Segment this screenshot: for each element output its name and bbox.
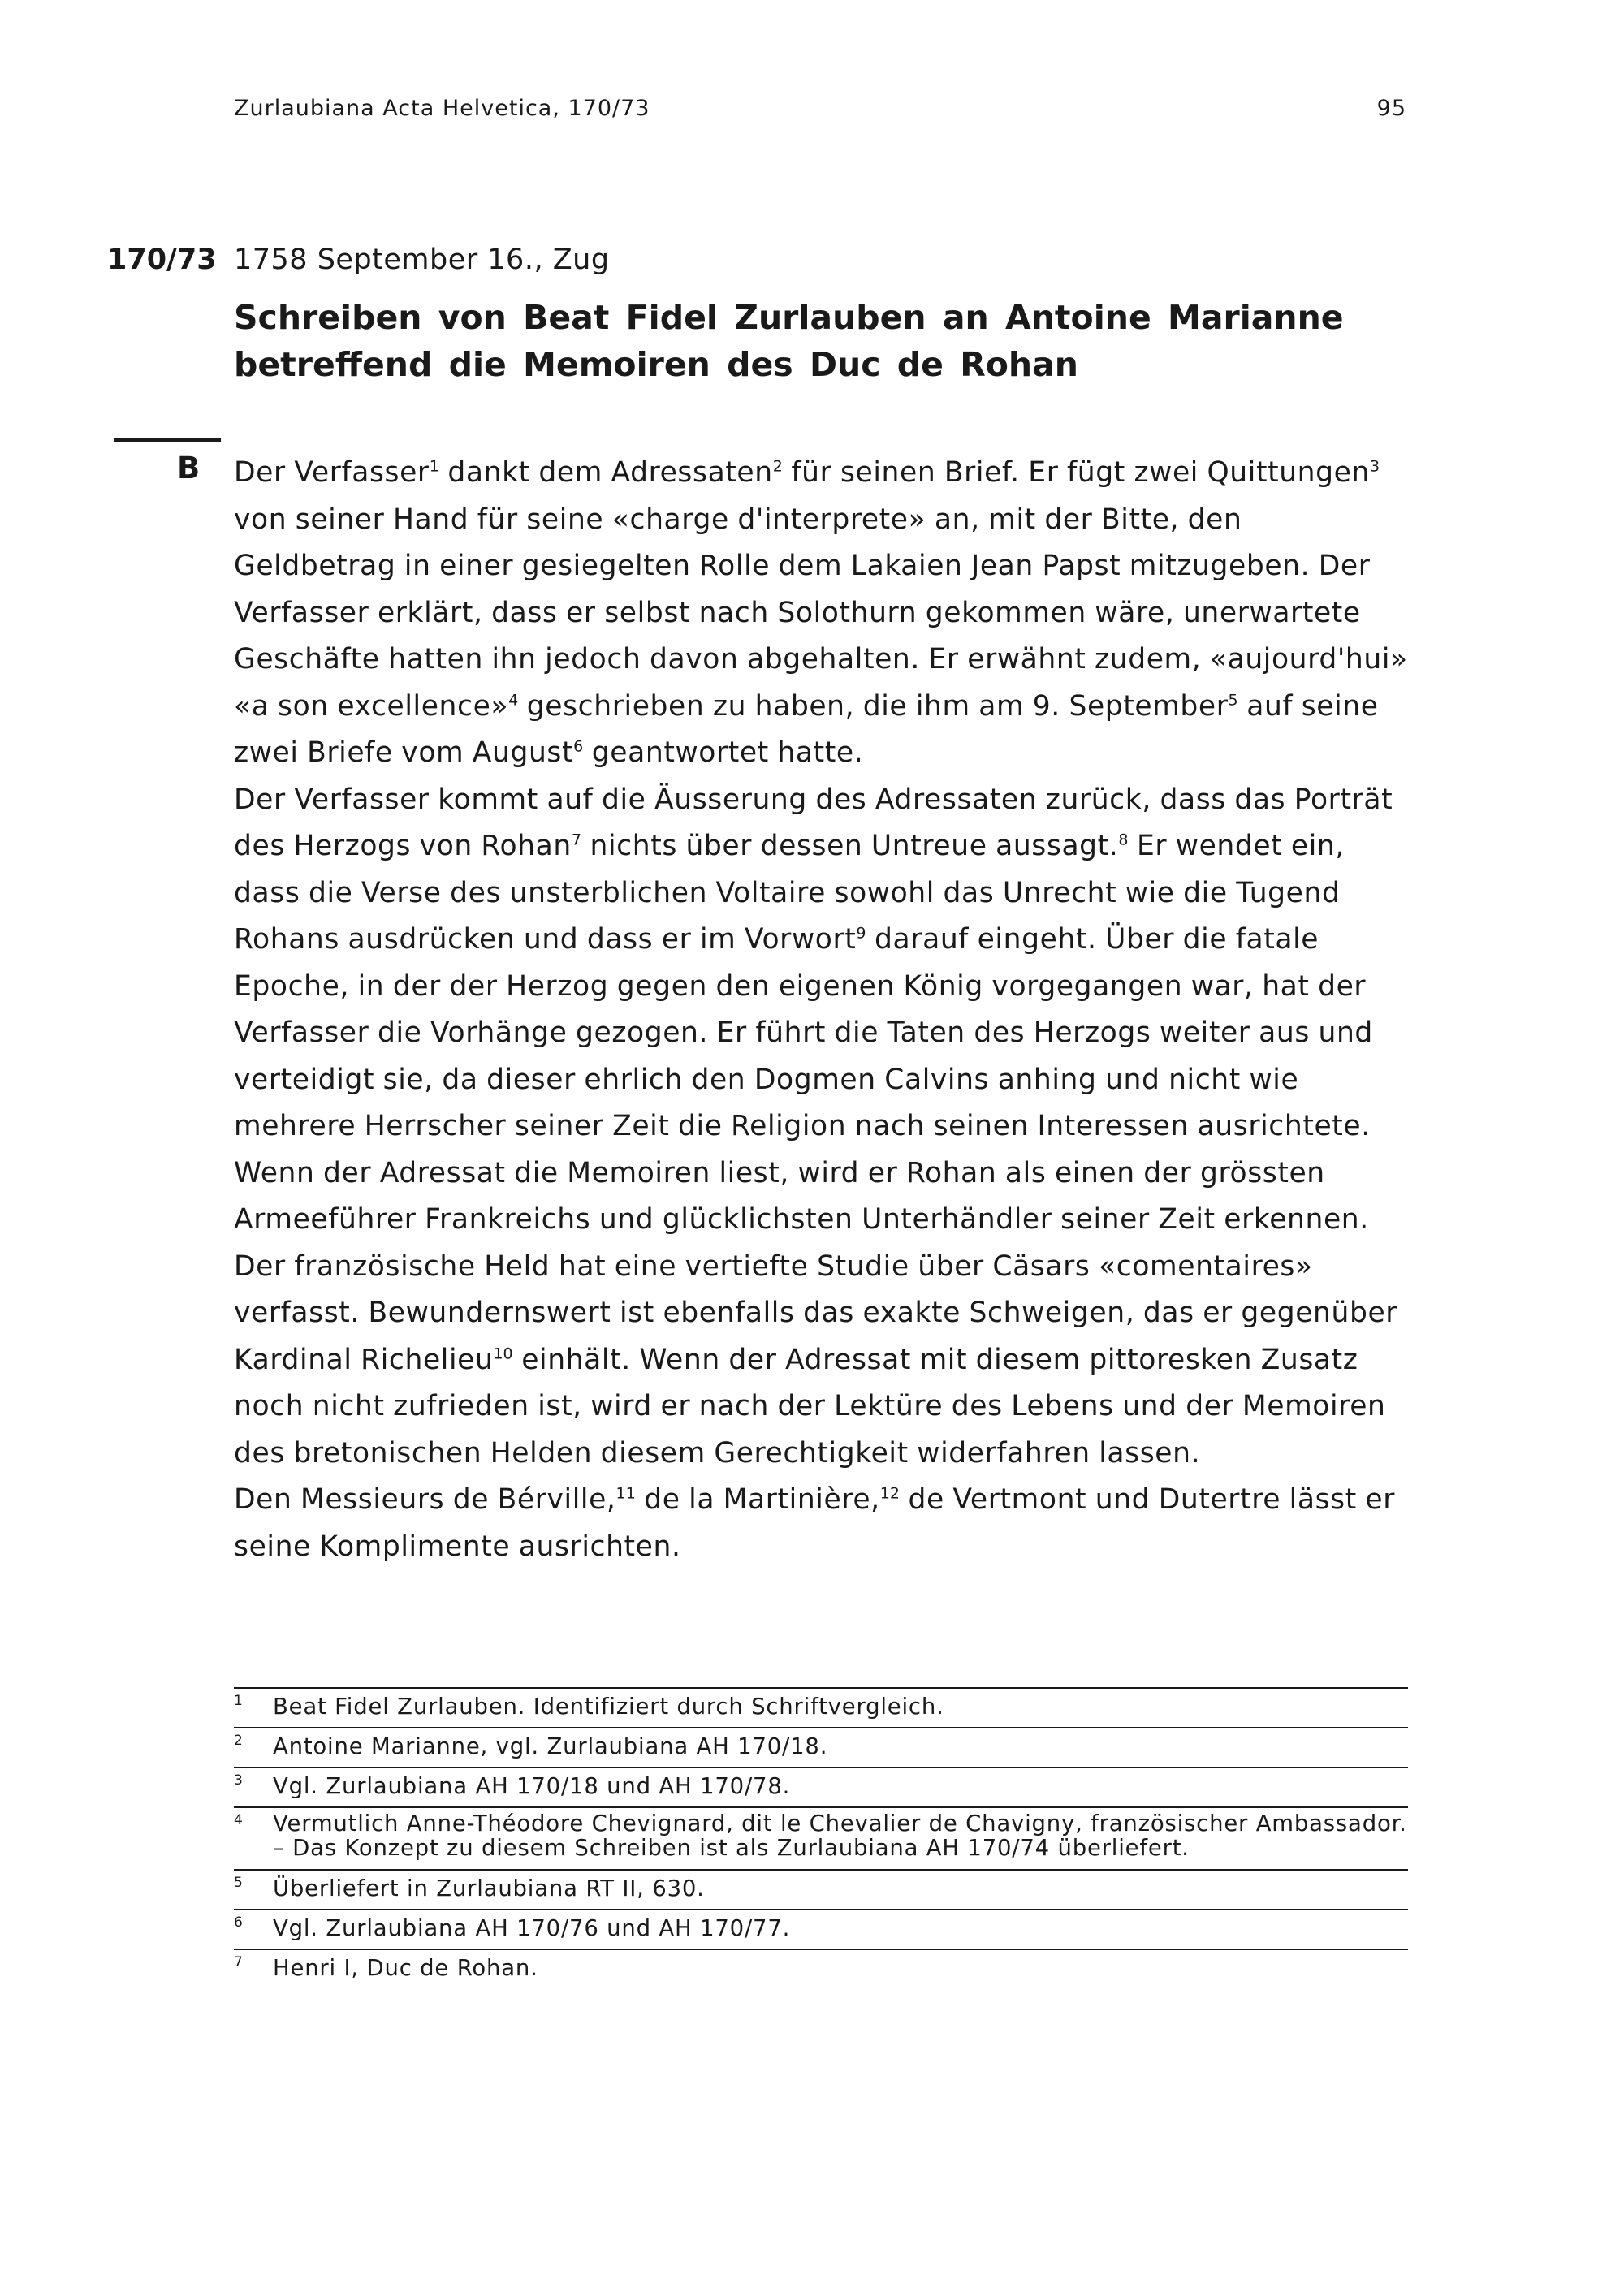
text-segment: geantwortet hatte. (583, 736, 864, 769)
text-segment: dankt dem Adressaten (438, 456, 773, 489)
section-rule (114, 438, 221, 442)
text-segment: Den Messieurs de Bérville, (234, 1483, 616, 1516)
footnote-number: 5 (234, 1875, 244, 1891)
document-title (234, 294, 1387, 388)
document-number: 170/73 (107, 244, 217, 276)
title-line-2: betreffend die Memoiren des Duc de Rohan (234, 345, 1078, 384)
footnote-number: 6 (234, 1914, 244, 1931)
text-segment: nichts über dessen Untreue aussagt. (581, 830, 1119, 862)
footnote-text: Vgl. Zurlaubiana AH 170/18 und AH 170/78. (273, 1773, 791, 1799)
footnote-ref[interactable]: 3 (1369, 457, 1380, 476)
document-type-marker: B (177, 451, 201, 486)
text-segment: Der Verfasser kommt auf die Äusserung des Adressaten zurück, dass das Porträt des Herzogs von Rohan (234, 783, 1393, 862)
footnote-number: 3 (234, 1772, 244, 1789)
footnote-number: 7 (234, 1954, 244, 1970)
text-segment: auf seine zwei Briefe vom August (234, 689, 1379, 769)
running-head (234, 96, 1406, 121)
footnote-text: Beat Fidel Zurlauben. Identifiziert durch Schriftvergleich. (273, 1694, 944, 1720)
text-segment: darauf eingeht. Über die fatale Epoche, in der der Herzog gegen den eigenen König vorgegangen war, hat der Verfasser die Vorhänge gezogen. Er führt die Taten des Herzogs weiter aus und verteidigt sie, da dieser ehrlich den Dogmen Calvins anhing und nicht wie mehrere Herrscher seiner Zeit die Religion nach seinen Interessen ausrichtete. Wenn der Adressat die Memoiren liest, wird er Rohan als einen der grössten Armeeführer Frankreichs und glücklichsten Unterhändler seiner Zeit erkennen. Der französische Held hat eine vertiefte Studie über Cäsars «comentaires» verfasst. Bewundernswert ist ebenfalls das exakte Schweigen, das er gegenüber Kardinal Richelieu (234, 923, 1398, 1376)
footnote-text: Überliefert in Zurlaubiana RT II, 630. (273, 1875, 705, 1901)
text-segment: geschrieben zu haben, die ihm am 9. September (518, 689, 1229, 723)
text-segment: Der Verfasser (234, 456, 430, 489)
text-segment: für seinen Brief. Er fügt zwei Quittungen (782, 456, 1370, 489)
footnote-number: 1 (234, 1693, 244, 1709)
footnote-ref[interactable]: 12 (879, 1484, 900, 1503)
footnote-item (234, 1949, 1408, 1988)
footnote-ref[interactable]: 9 (856, 924, 866, 943)
text-segment: von seiner Hand für seine «charge d'interprete» an, mit der Bitte, den Geldbetrag in einer gesiegelten Rolle dem Lakaien Jean Papst mitzugeben. Der Verfasser erklärt, dass er selbst nach Solothurn gekommen wäre, unerwartete Geschäfte hatten ihn jedoch davon abgehalten. Er erwähnt zudem, «aujourd'hui» «a son excellence» (234, 503, 1408, 723)
footnote-ref[interactable]: 7 (571, 831, 581, 849)
footnote-ref[interactable]: 1 (429, 457, 439, 476)
text-segment: de la Martinière, (635, 1483, 880, 1516)
text-segment: einhält. Wenn der Adressat mit diesem pittoresken Zusatz noch nicht zufrieden ist, wird er nach der Lektüre des Lebens und der Memoiren des bretonischen Helden diesem Gerechtigkeit widerfahren lassen. (234, 1343, 1386, 1470)
title-line-1: Schreiben von Beat Fidel Zurlauben an Antoine Marianne (234, 298, 1344, 337)
footnote-number: 4 (234, 1812, 244, 1828)
footnote-number: 2 (234, 1733, 244, 1749)
date-place-line: 1758 September 16., Zug (234, 244, 610, 276)
page-number: 95 (1376, 96, 1406, 121)
footnote-ref[interactable]: 4 (508, 691, 519, 709)
abstract-body (234, 450, 1410, 1570)
footnote-ref[interactable]: 8 (1118, 831, 1129, 849)
footnote-item (234, 1869, 1408, 1909)
abstract-paragraph-1 (234, 450, 1410, 777)
footnote-ref[interactable]: 5 (1228, 691, 1238, 709)
footnotes (234, 1687, 1408, 1988)
footnote-ref[interactable]: 6 (573, 737, 584, 756)
footnote-text: Antoine Marianne, vgl. Zurlaubiana AH 170/18. (273, 1733, 828, 1759)
text-segment: Er wendet ein, dass die Verse des unsterblichen Voltaire sowohl das Unrecht wie die Tugend Rohans ausdrücken und dass er im Vorwort (234, 830, 1345, 956)
footnote-item (234, 1806, 1408, 1869)
footnote-ref[interactable]: 2 (772, 457, 783, 476)
footnote-item (234, 1767, 1408, 1806)
footnote-item (234, 1687, 1408, 1727)
text-segment: de Vertmont und Dutertre lässt er seine Komplimente ausrichten. (234, 1483, 1396, 1563)
abstract-paragraph-3 (234, 1477, 1410, 1570)
footnote-ref[interactable]: 11 (615, 1484, 636, 1503)
footnote-text: Henri I, Duc de Rohan. (273, 1955, 538, 1981)
running-title: Zurlaubiana Acta Helvetica, 170/73 (234, 96, 650, 121)
footnote-item (234, 1727, 1408, 1767)
footnote-ref[interactable]: 10 (493, 1344, 513, 1362)
footnote-text: Vermutlich Anne-Théodore Chevignard, dit le Chevalier de Chavigny, französischer Ambassador. – Das Konzept zu diesem Schreiben ist als Zurlaubiana AH 170/74 überliefert. (273, 1810, 1407, 1861)
abstract-paragraph-2 (234, 777, 1410, 1478)
footnote-item (234, 1909, 1408, 1949)
footnote-text: Vgl. Zurlaubiana AH 170/76 und AH 170/77. (273, 1915, 791, 1941)
